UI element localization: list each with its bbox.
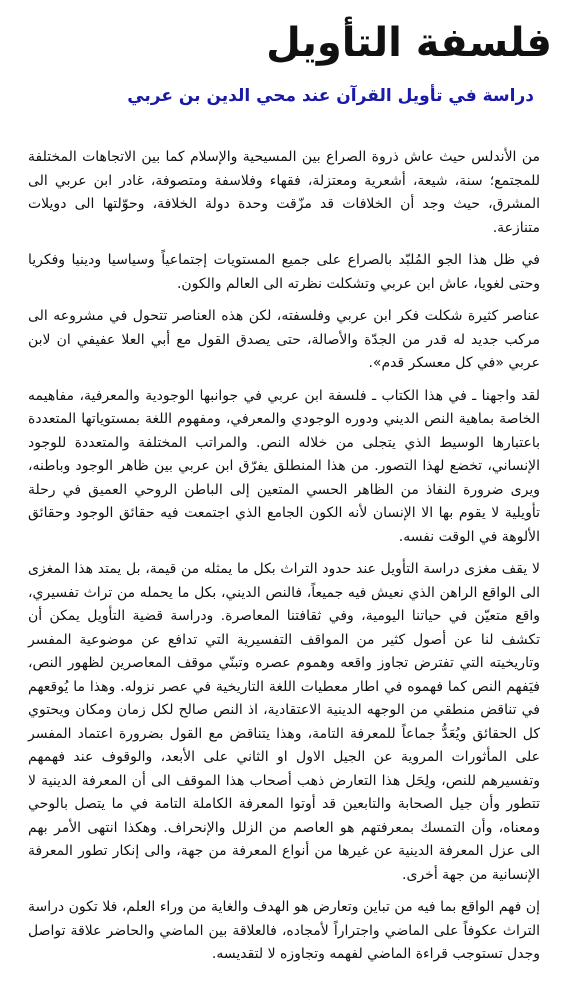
paragraph: إن فهم الواقع بما فيه من تباين وتعارض هو الهدف والغاية من وراء العلم، فلا تكون دراسة التراث عكوفاً على الماضي واجتراراً لأمجاده، فالعلاقة بين الماضي والحاضر علاقة تواصل وجدل تستوجب قراءة الماضي لفهمه وتجاوزه لا لتقديسه. bbox=[28, 899, 540, 962]
page-subtitle: دراسة في تأويل القرآن عند محي الدين بن عربي bbox=[127, 86, 534, 106]
body-text bbox=[28, 146, 540, 976]
paragraph: لقد واجهنا ـ في هذا الكتاب ـ فلسفة ابن عربي في جوانبها الوجودية والمعرفية، مفاهيمه الخاصة بماهية النص الديني ودوره الوجودي والمعرفي، ومفهوم اللغة بمستوياتها المتعددة باعتبارها الوسيط الذي يتجلى من خلاله النص. والمراتب المختلفة والمتعددة للوجود الإنساني، تخضع لهذا التصور. من هذا المنطلق يفرّق ابن عربي بين ظاهر الوجود وباطنه، ويرى ضرورة النفاذ من الظاهر الحسي المتعين إلى الباطن الروحي العميق في رحلة تأويلية لا يقوم بها الا الإنسان لأنه الكون الجامع الذي اجتمعت فيه حقائق الوجود وحقائق الألوهة في الوقت نفسه. bbox=[28, 387, 540, 545]
paragraph: عناصر كثيرة شكلت فكر ابن عربي وفلسفته، لكن هذه العناصر تتحول في مشروعه الى مركب جديد له قدر من الجدّة والأصالة، حتى يصدق القول مع أبي العلا عفيفي ان لابن عربي «في كل معسكر قدم». bbox=[28, 308, 540, 371]
page-title: فلسفة التأويل bbox=[266, 20, 552, 66]
paragraph: في ظل هذا الجو المُلبّد بالصراع على جميع المستويات إجتماعياً وسياسيا ودينيا وفكريا وحتى لغويا، عاش ابن عربي وتشكلت نظرته الى العالم والكون. bbox=[28, 252, 540, 292]
paragraph: من الأندلس حيث عاش ذروة الصراع بين المسيحية والإسلام كما بين الاتجاهات المختلفة للمجتمع؛ سنة، شيعة، أشعرية ومعتزلة، فقهاء وفلاسفة ومتصوفة، غادر ابن عربي الى المشرق، حيث وجد أن الخلافات قد مزّقت وحدة دولة الخلافة، وحوّلتها الى دويلات متنازعة. bbox=[28, 149, 540, 236]
paragraph: لا يقف مغزى دراسة التأويل عند حدود التراث بكل ما يمثله من قيمة، بل يمتد هذا المغزى الى الواقع الراهن الذي نعيش فيه جميعاً، فالنص الديني، بكل ما يحمله من تراث تفسيري، واقع متعيّن في حياتنا اليومية، وفي ثقافتنا المعاصرة. ودراسة قضية التأويل يمكن أن تكشف لنا عن أصول كثير من المواقف التفسيرية التي تدافع عن موضوعية المفسر وتاريخيته التي تفترض تجاوز واقعه وهموم عصره وتبنّي موقف المعاصرين لظهور النص، فيَفهم النص كما فهموه في اطار معطيات اللغة التاريخية في عصر نزوله. وهذا ما يُوقعهم في تناقض منطقي من الوجهه الدينية الاعتقادية، اذ النص صالح لكل زمان ومكان ويحتوي كل الحقائق ويُعَدُّ جماعاً للمعرفة التامة، وهذا يتناقض مع القول بضرورة اعتماد المفسر على المأثورات المروية عن الجيل الاول او الثاني على الأبعد، والوقوف عند فهمهم وتفسيرهم للنص، ولِحَل هذا التعارض ذهب أصحاب هذا الموقف الى أن المعرفة الدينية لا تتطور وأن جيل الصحابة والتابعين قد أوتوا المعرفة الكاملة التامة في ما يتصل بالوحي ومعناه، وأن التمسك بمعرفتهم هو العاصم من الزلل والإنحراف. وهكذا انتهى الأمر بهم الى عزل المعرفة الدينية عن غيرها من أنواع المعرفة من جهة، والى إنكار تطور المعرفة الإنسانية من جهة أخرى. bbox=[28, 561, 540, 883]
